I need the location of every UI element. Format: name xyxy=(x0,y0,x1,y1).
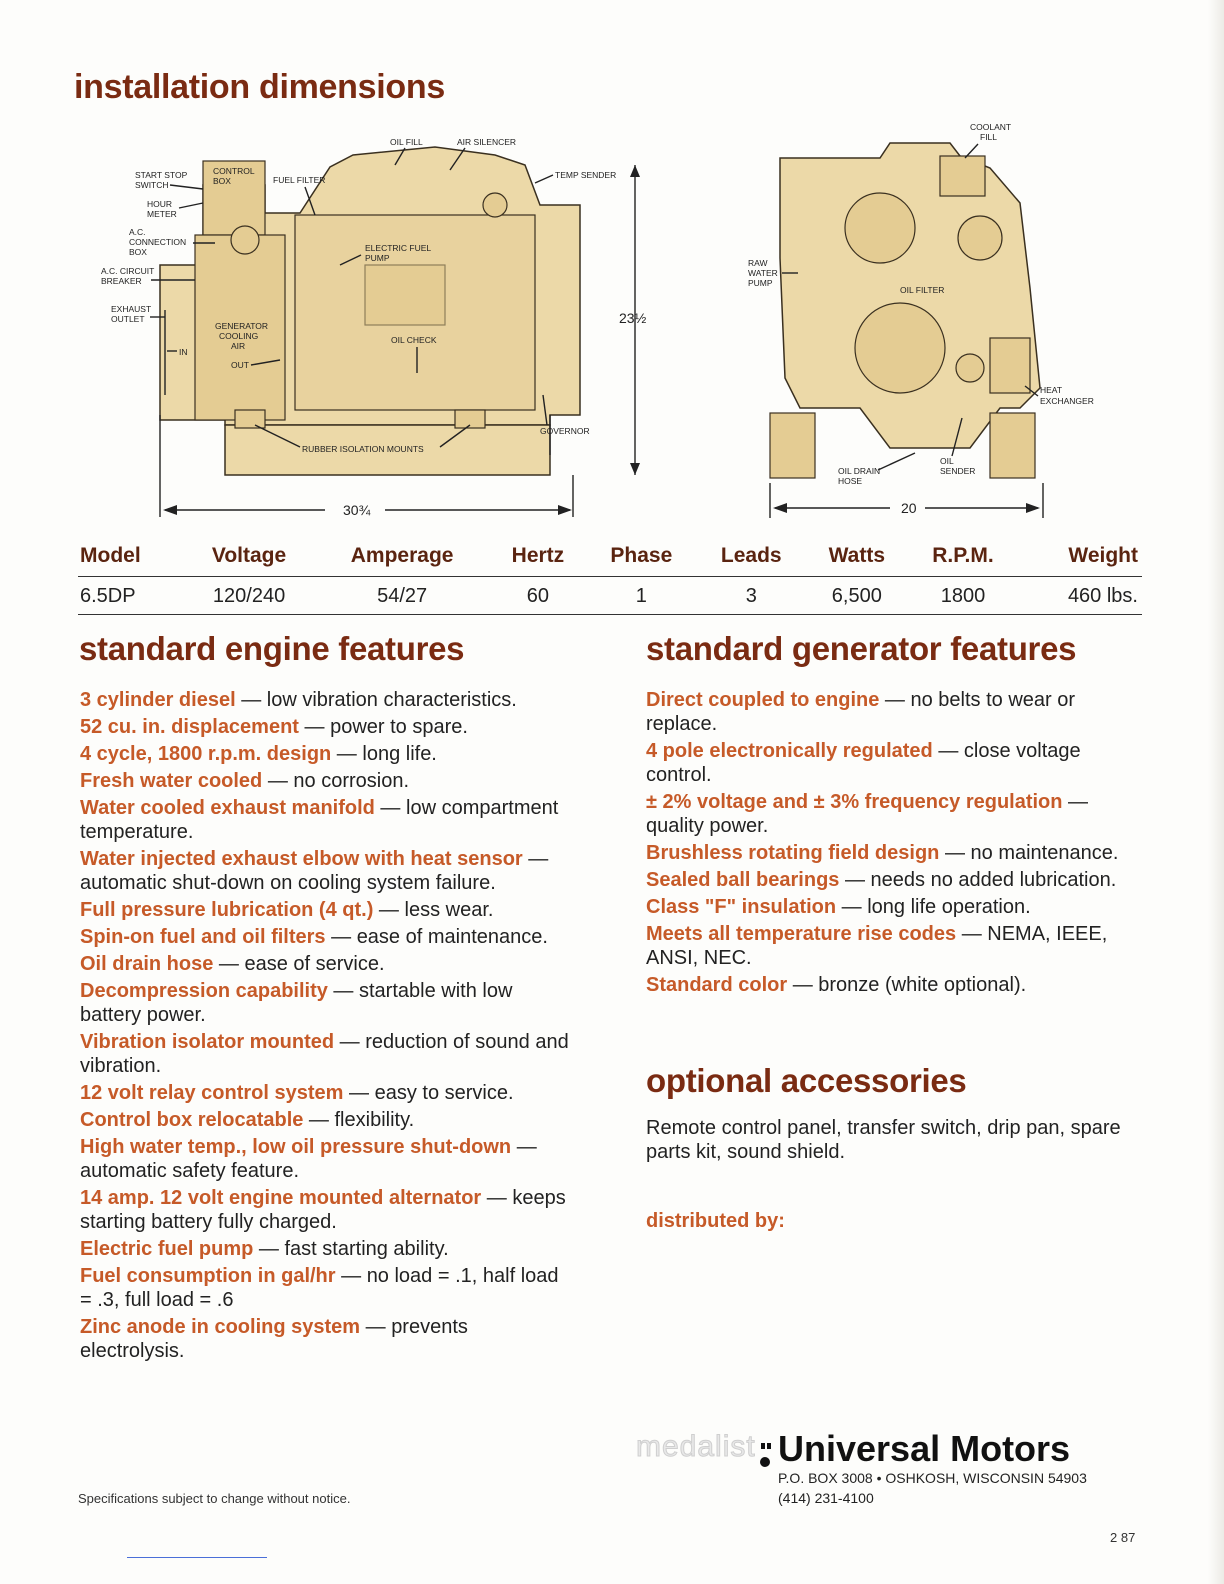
label-ac-breaker: A.C. CIRCUIT xyxy=(101,266,155,276)
svg-text:CONNECTION: CONNECTION xyxy=(129,237,187,247)
svg-text:EXCHANGER: EXCHANGER xyxy=(1040,396,1094,406)
label-ac-box: A.C. xyxy=(129,227,146,237)
list-item xyxy=(646,688,1121,736)
spec-cell: 60 xyxy=(490,577,586,615)
feature-separator: — xyxy=(334,1031,366,1053)
feature-description: startable with low battery power. xyxy=(80,980,513,1026)
svg-text:BOX: BOX xyxy=(213,176,231,186)
feature-key: Spin-on fuel and oil filters xyxy=(80,926,326,948)
feature-separator: — xyxy=(327,980,359,1002)
feature-separator: — xyxy=(335,1265,367,1287)
feature-description: ease of service. xyxy=(244,953,385,975)
spec-header: Hertz xyxy=(490,542,586,577)
label-raw-water-pump: RAW xyxy=(748,258,768,268)
spec-header: Model xyxy=(78,542,184,577)
svg-text:SENDER: SENDER xyxy=(940,466,976,476)
label-out: OUT xyxy=(231,360,249,370)
universal-logo-mark xyxy=(760,1436,774,1467)
label-control-box: CONTROL xyxy=(213,166,255,176)
feature-description: reduction of sound and vibration. xyxy=(80,1031,569,1077)
spec-header: Amperage xyxy=(314,542,490,577)
feature-separator: — xyxy=(298,716,331,738)
feature-separator: — xyxy=(839,869,871,891)
list-item xyxy=(80,979,575,1027)
feature-key: High water temp., low oil pressure shut-down xyxy=(80,1136,512,1158)
engine-features-heading: standard engine features xyxy=(79,630,465,667)
list-item xyxy=(646,922,1121,970)
feature-description: no maintenance. xyxy=(970,842,1119,864)
spec-cell: 54/27 xyxy=(314,577,490,615)
list-item xyxy=(646,973,1121,997)
feature-separator: — xyxy=(235,689,267,711)
label-exhaust: EXHAUST xyxy=(111,304,152,314)
feature-separator: — xyxy=(522,848,549,870)
feature-description: ease of maintenance. xyxy=(356,926,548,948)
label-temp-sender: TEMP SENDER xyxy=(555,170,617,180)
svg-text:AIR: AIR xyxy=(231,341,246,351)
feature-key: 4 cycle, 1800 r.p.m. design xyxy=(80,743,332,765)
feature-key: 3 cylinder diesel xyxy=(80,689,236,711)
pulley-right xyxy=(958,216,1002,260)
spec-header: Watts xyxy=(806,542,908,577)
feature-key: 12 volt relay control system xyxy=(80,1082,344,1104)
svg-text:BREAKER: BREAKER xyxy=(101,276,142,286)
feature-key: Oil drain hose xyxy=(80,953,214,975)
feature-separator: — xyxy=(879,689,911,711)
bottom-rule xyxy=(127,1557,267,1558)
feature-key: 14 amp. 12 volt engine mounted alternator xyxy=(80,1187,482,1209)
feature-key: Electric fuel pump xyxy=(80,1238,254,1260)
label-coolant-fill: COOLANT xyxy=(970,122,1012,132)
list-item xyxy=(80,1081,575,1105)
feature-description: quality power. xyxy=(646,815,769,837)
spec-cell: 1 xyxy=(586,577,697,615)
spec-cell: 460 lbs. xyxy=(1018,577,1142,615)
feature-key: Standard color xyxy=(646,974,788,996)
feature-description: low compartment temperature. xyxy=(80,797,559,843)
list-item xyxy=(80,1030,575,1078)
label-oil-sender: OIL xyxy=(940,456,954,466)
feature-separator: — xyxy=(262,770,294,792)
feature-separator: — xyxy=(325,926,357,948)
label-rubber-mounts: RUBBER ISOLATION MOUNTS xyxy=(302,444,424,454)
accessories-text: Remote control panel, transfer switch, drip pan, spare parts kit, sound shield. xyxy=(646,1117,1121,1163)
svg-text:PUMP: PUMP xyxy=(748,278,773,288)
feature-description: less wear. xyxy=(404,899,494,921)
front-dimensions xyxy=(770,483,1043,518)
feature-separator: — xyxy=(343,1082,375,1104)
svg-text:WATER: WATER xyxy=(748,268,778,278)
medalist-logo: medalist xyxy=(636,1430,756,1463)
feature-separator: — xyxy=(836,896,868,918)
list-item xyxy=(80,1135,575,1183)
svg-text:SWITCH: SWITCH xyxy=(135,180,169,190)
list-item xyxy=(80,952,575,976)
feature-description: bronze (white optional). xyxy=(818,974,1027,996)
right-edge-shadow xyxy=(1208,0,1224,1584)
feature-key: Water injected exhaust elbow with heat sensor xyxy=(80,848,523,870)
list-item xyxy=(646,868,1121,892)
list-item xyxy=(80,1315,575,1363)
feature-description: power to spare. xyxy=(330,716,468,738)
feature-description: fast starting ability. xyxy=(284,1238,449,1260)
spec-header: R.P.M. xyxy=(908,542,1018,577)
list-item xyxy=(646,790,1121,838)
spec-header: Voltage xyxy=(184,542,315,577)
list-item xyxy=(646,841,1121,865)
svg-text:HOSE: HOSE xyxy=(838,476,863,486)
feature-key: 52 cu. in. displacement xyxy=(80,716,299,738)
feature-key: ± 2% voltage and ± 3% frequency regulation xyxy=(646,791,1063,813)
brand-address: P.O. BOX 3008 • OSHKOSH, WISCONSIN 54903 xyxy=(778,1470,1087,1486)
svg-text:PUMP: PUMP xyxy=(365,253,390,263)
spec-cell: 6.5DP xyxy=(78,577,184,615)
list-item xyxy=(80,1237,575,1261)
list-item xyxy=(80,688,575,712)
feature-separator: — xyxy=(360,1316,392,1338)
engine-features-list xyxy=(80,688,575,1366)
feature-key: Class "F" insulation xyxy=(646,896,837,918)
list-item xyxy=(80,1186,575,1234)
label-oil-check: OIL CHECK xyxy=(391,335,437,345)
spec-header: Weight xyxy=(1018,542,1142,577)
spec-header-row xyxy=(78,542,1142,577)
feature-separator: — xyxy=(1062,791,1089,813)
list-item xyxy=(80,715,575,739)
spec-header: Phase xyxy=(586,542,697,577)
feature-description: automatic shut-down on cooling system failure. xyxy=(80,872,496,894)
label-electric-fuel-pump: ELECTRIC FUEL xyxy=(365,243,432,253)
svg-text:METER: METER xyxy=(147,209,177,219)
pulley-small xyxy=(956,354,984,382)
label-start-stop: START STOP xyxy=(135,170,188,180)
svg-text:FILL: FILL xyxy=(980,132,998,142)
svg-text:COOLING: COOLING xyxy=(219,331,259,341)
accessories-heading: optional accessories xyxy=(646,1062,967,1099)
feature-description: no load = .1, half load = .3, full load = .6 xyxy=(80,1265,559,1311)
ac-box-circle xyxy=(231,226,259,254)
feature-description: close voltage control. xyxy=(646,740,1081,786)
dim-length: 30¾ xyxy=(343,502,371,518)
footer-note: Specifications subject to change without notice. xyxy=(78,1491,351,1506)
list-item xyxy=(80,847,575,895)
pulley-top xyxy=(845,193,915,263)
feature-description: flexibility. xyxy=(334,1109,415,1131)
distributed-by: distributed by: xyxy=(646,1210,785,1232)
spec-cell: 120/240 xyxy=(184,577,315,615)
feature-key: Sealed ball bearings xyxy=(646,869,840,891)
page-title: installation dimensions xyxy=(74,68,445,106)
feature-key: Control box relocatable xyxy=(80,1109,304,1131)
side-view-diagram xyxy=(95,125,665,530)
spec-cell: 1800 xyxy=(908,577,1018,615)
list-item xyxy=(80,1264,575,1312)
feature-key: Direct coupled to engine xyxy=(646,689,880,711)
list-item xyxy=(80,898,575,922)
label-hour-meter: HOUR xyxy=(147,199,173,209)
spec-table xyxy=(78,542,1142,615)
dim-height: 23½ xyxy=(619,310,647,326)
feature-description: prevents electrolysis. xyxy=(80,1316,468,1362)
foot-right xyxy=(990,413,1035,478)
spec-cell: 6,500 xyxy=(806,577,908,615)
feature-key: Vibration isolator mounted xyxy=(80,1031,335,1053)
list-item xyxy=(80,1108,575,1132)
label-fuel-filter: FUEL FILTER xyxy=(273,175,326,185)
label-heat-exchanger: HEAT xyxy=(1040,385,1063,395)
pulley-side xyxy=(483,193,507,217)
feature-separator: — xyxy=(374,797,406,819)
feature-key: Zinc anode in cooling system xyxy=(80,1316,361,1338)
list-item xyxy=(80,925,575,949)
heat-exchanger xyxy=(990,338,1030,393)
feature-description: easy to service. xyxy=(374,1082,514,1104)
label-oil-filter: OIL FILTER xyxy=(900,285,945,295)
feature-description: low vibration characteristics. xyxy=(266,689,517,711)
label-governor: GOVERNOR xyxy=(540,426,590,436)
feature-description: NEMA, IEEE, ANSI, NEC. xyxy=(646,923,1108,969)
spec-cell: 3 xyxy=(697,577,806,615)
feature-separator: — xyxy=(481,1187,513,1209)
foot-left xyxy=(770,413,815,478)
feature-description: keeps starting battery fully charged. xyxy=(80,1187,566,1233)
feature-separator: — xyxy=(787,974,819,996)
feature-description: needs no added lubrication. xyxy=(870,869,1117,891)
page-code: 2 87 xyxy=(1110,1530,1136,1545)
feature-description: long life operation. xyxy=(867,896,1031,918)
feature-key: 4 pole electronically regulated xyxy=(646,740,933,762)
pulley-bottom xyxy=(855,303,945,393)
label-air-silencer: AIR SILENCER xyxy=(457,137,517,147)
label-oil-fill: OIL FILL xyxy=(390,137,423,147)
generator-features-list xyxy=(646,688,1121,1000)
feature-key: Water cooled exhaust manifold xyxy=(80,797,375,819)
feature-key: Full pressure lubrication (4 qt.) xyxy=(80,899,374,921)
list-item xyxy=(646,895,1121,919)
label-in: IN xyxy=(179,347,188,357)
coolant-tank xyxy=(940,156,985,196)
feature-description: no corrosion. xyxy=(293,770,410,792)
mount-left xyxy=(235,410,265,428)
list-item xyxy=(80,742,575,766)
feature-description: automatic safety feature. xyxy=(80,1160,300,1182)
feature-separator: — xyxy=(932,740,964,762)
feature-description: no belts to wear or replace. xyxy=(646,689,1076,735)
feature-separator: — xyxy=(939,842,971,864)
list-item xyxy=(646,739,1121,787)
feature-key: Fuel consumption in gal/hr xyxy=(80,1265,336,1287)
svg-text:BOX: BOX xyxy=(129,247,147,257)
generator-features-heading: standard generator features xyxy=(646,630,1077,667)
feature-key: Fresh water cooled xyxy=(80,770,263,792)
feature-key: Decompression capability xyxy=(80,980,328,1002)
front-view-diagram xyxy=(740,118,1130,523)
list-item xyxy=(80,769,575,793)
feature-separator: — xyxy=(253,1238,285,1260)
table-row xyxy=(78,577,1142,615)
feature-separator: — xyxy=(511,1136,537,1158)
dim-width: 20 xyxy=(901,500,917,516)
engine-front-body xyxy=(780,143,1040,448)
spec-header: Leads xyxy=(697,542,806,577)
brand-name: Universal Motors xyxy=(778,1428,1071,1469)
brand-phone: (414) 231-4100 xyxy=(778,1490,874,1506)
feature-key: Brushless rotating field design xyxy=(646,842,940,864)
label-generator-cooling: GENERATOR xyxy=(215,321,269,331)
feature-key: Meets all temperature rise codes xyxy=(646,923,957,945)
feature-separator: — xyxy=(373,899,405,921)
feature-separator: — xyxy=(303,1109,335,1131)
list-item xyxy=(80,796,575,844)
feature-separator: — xyxy=(213,953,245,975)
feature-description: long life. xyxy=(362,743,437,765)
feature-separator: — xyxy=(956,923,988,945)
feature-separator: — xyxy=(331,743,363,765)
label-oil-drain-hose: OIL DRAIN xyxy=(838,466,881,476)
svg-text:OUTLET: OUTLET xyxy=(111,314,145,324)
